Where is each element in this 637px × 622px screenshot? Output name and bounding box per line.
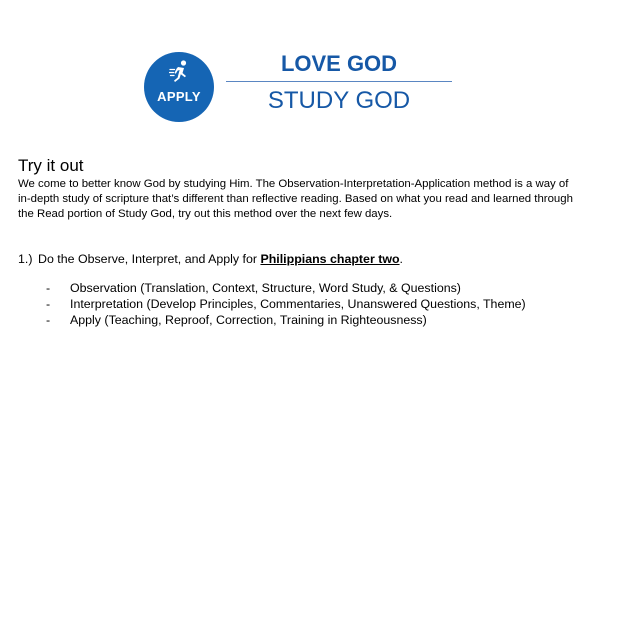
title-study-god: STUDY GOD [267,87,411,114]
list-item-text: Interpretation (Develop Principles, Commentaries, Unanswered Questions, Theme) [70,297,526,311]
task-number: 1.) [18,252,33,266]
task-period: . [399,252,403,266]
running-person-icon [169,60,191,84]
intro-paragraph: We come to better know God by studying Him. The Observation-Interpretation-Application method is a way of in-depth study of scripture that’s different than reflective reading. Based on what you read and learned through the Read portion of Study God, try out this method over the next few days. [18,178,573,220]
list-dash: - [46,297,51,311]
list-item [46,312,626,328]
badge-label: APPLY [157,89,201,104]
list-dash: - [46,281,51,295]
list-item-text: Observation (Translation, Context, Structure, Word Study, & Questions) [70,281,461,295]
title-love-god: LOVE GOD [280,51,398,76]
list-item-text: Apply (Teaching, Reproof, Correction, Training in Righteousness) [70,313,427,327]
section-heading: Try it out [18,156,84,175]
method-steps-list [46,280,626,328]
title-divider [226,81,452,82]
list-item [46,296,626,312]
page-header [0,0,637,130]
task-item [18,251,618,267]
philippians-link[interactable]: Philippians chapter two [260,252,400,266]
list-item [46,280,626,296]
list-dash: - [46,313,51,327]
task-text: Do the Observe, Interpret, and Apply for [38,252,261,266]
apply-badge [144,52,214,122]
